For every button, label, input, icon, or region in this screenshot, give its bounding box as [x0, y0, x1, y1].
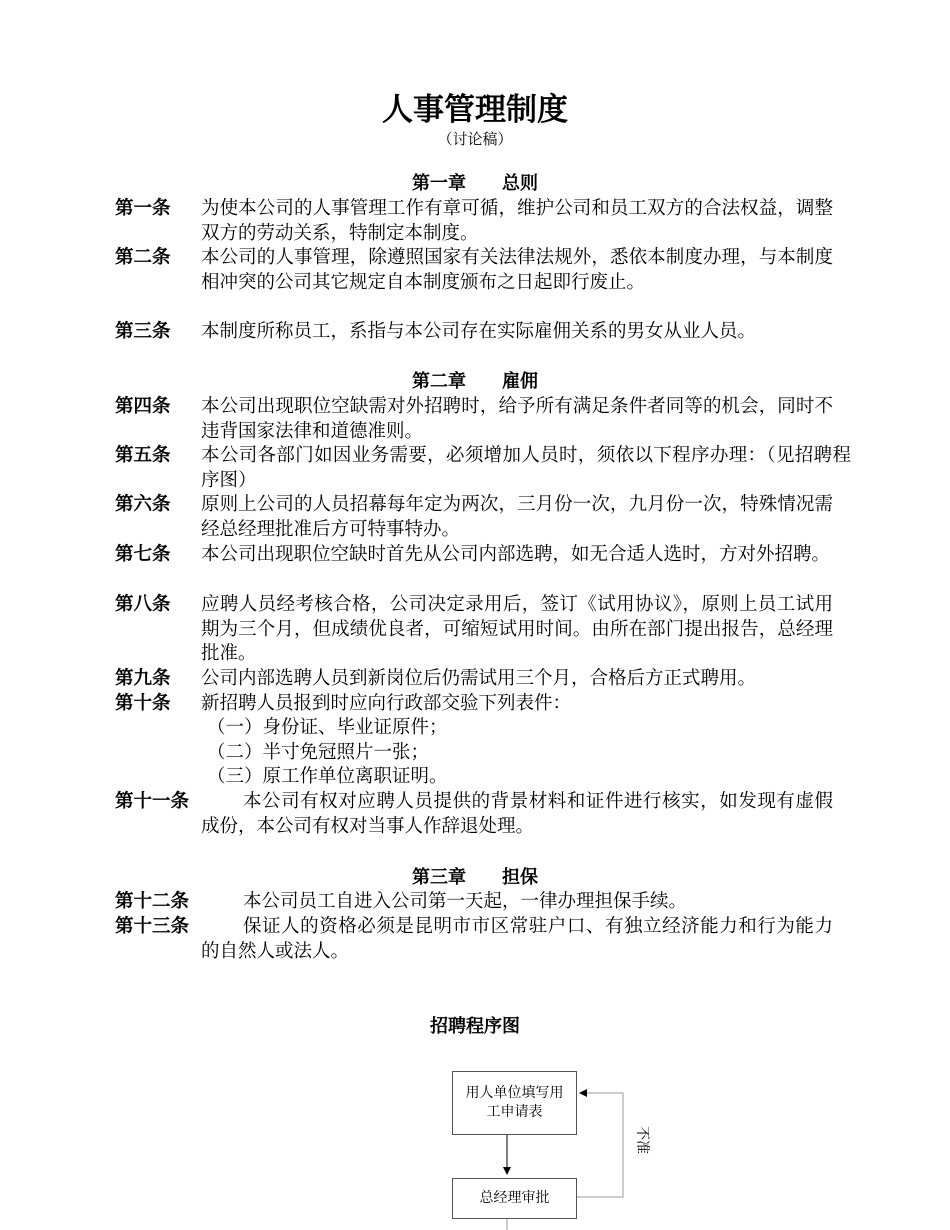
article-label: 第十一条 — [115, 791, 190, 812]
article-text: 本公司出现职位空缺需对外招聘时，给予所有满足条件者同等的机会，同时不违背国家法律和道德准则。 — [201, 396, 833, 442]
article-text: 保证人的资格必须是昆明市市区常驻户口、有独立经济能力和行为能力的自然人或法人。 — [201, 916, 833, 962]
article-text: 本公司员工自进入公司第一天起，一律办理担保手续。 — [243, 891, 688, 912]
article-label: 第九条 — [115, 668, 171, 689]
list-item: （一）身份证、毕业证原件； — [207, 717, 448, 738]
article-text: 为使本公司的人事管理工作有章可循，维护公司和员工双方的合法权益，调整双方的劳动关系，特制定本制度。 — [201, 198, 833, 244]
flow-step-label: 总经理审批 — [479, 1190, 550, 1206]
article-text: 新招聘人员报到时应向行政部交验下列表件： — [201, 693, 572, 714]
article-label: 第十二条 — [115, 891, 190, 912]
article-text: 应聘人员经考核合格，公司决定录用后，签订《试用协议》，原则上员工试用期为三个月，但成绩优良者，可缩短试用时间。由所在部门提出报告，总经理批准。 — [201, 594, 833, 664]
list-item: （三）原工作单位离职证明。 — [207, 766, 448, 787]
list-item: （二）半寸免冠照片一张； — [207, 742, 430, 763]
article-label: 第十三条 — [115, 916, 190, 937]
article-label: 第八条 — [115, 594, 171, 615]
article-text: 本公司有权对应聘人员提供的背景材料和证件进行核实，如发现有虚假成份，本公司有权对当事人作辞退处理。 — [201, 791, 833, 837]
reject-label: 不准 — [634, 1126, 650, 1154]
article-text: 公司内部选聘人员到新岗位后仍需试用三个月，合格后方正式聘用。 — [201, 668, 757, 689]
reject-loop-line — [577, 1093, 623, 1197]
article-text: 本公司各部门如因业务需要，必须增加人员时，须依以下程序办理：（见招聘程序图） — [201, 445, 851, 491]
article-text: 本公司的人事管理，除遵照国家有关法律法规外，悉依本制度办理，与本制度相冲突的公司其它规定自本制度颁布之日起即行废止。 — [201, 247, 833, 293]
flow-step-label: 用人单位填写用工申请表 — [465, 1085, 564, 1120]
article-label: 第十条 — [115, 693, 171, 714]
article-label: 第六条 — [115, 494, 171, 515]
document-title: 人事管理制度 — [382, 92, 568, 128]
flow-step-manager-approval — [452, 1178, 577, 1219]
article-text: 本制度所称员工，系指与本公司存在实际雇佣关系的男女从业人员。 — [201, 321, 757, 342]
chapter-heading-1: 第一章 总则 — [412, 173, 538, 194]
article-label: 第三条 — [115, 321, 171, 342]
article-label: 第四条 — [115, 396, 171, 417]
article-label: 第二条 — [115, 247, 171, 268]
article-label: 第七条 — [115, 544, 171, 565]
article-label: 第五条 — [115, 445, 171, 466]
flow-step-request-form — [452, 1071, 577, 1135]
document-subtitle: （讨论稿） — [437, 130, 513, 148]
chapter-heading-3: 第三章 担保 — [412, 867, 538, 888]
flowchart-title: 招聘程序图 — [430, 1016, 520, 1037]
chapter-heading-2: 第二章 雇佣 — [412, 371, 538, 392]
article-text: 原则上公司的人员招幕每年定为两次，三月份一次，九月份一次，特殊情况需经总经理批准后方可特事特办。 — [201, 494, 833, 540]
article-text: 本公司出现职位空缺时首先从公司内部选聘，如无合适人选时，方对外招聘。 — [201, 544, 831, 565]
article-label: 第一条 — [115, 198, 171, 219]
